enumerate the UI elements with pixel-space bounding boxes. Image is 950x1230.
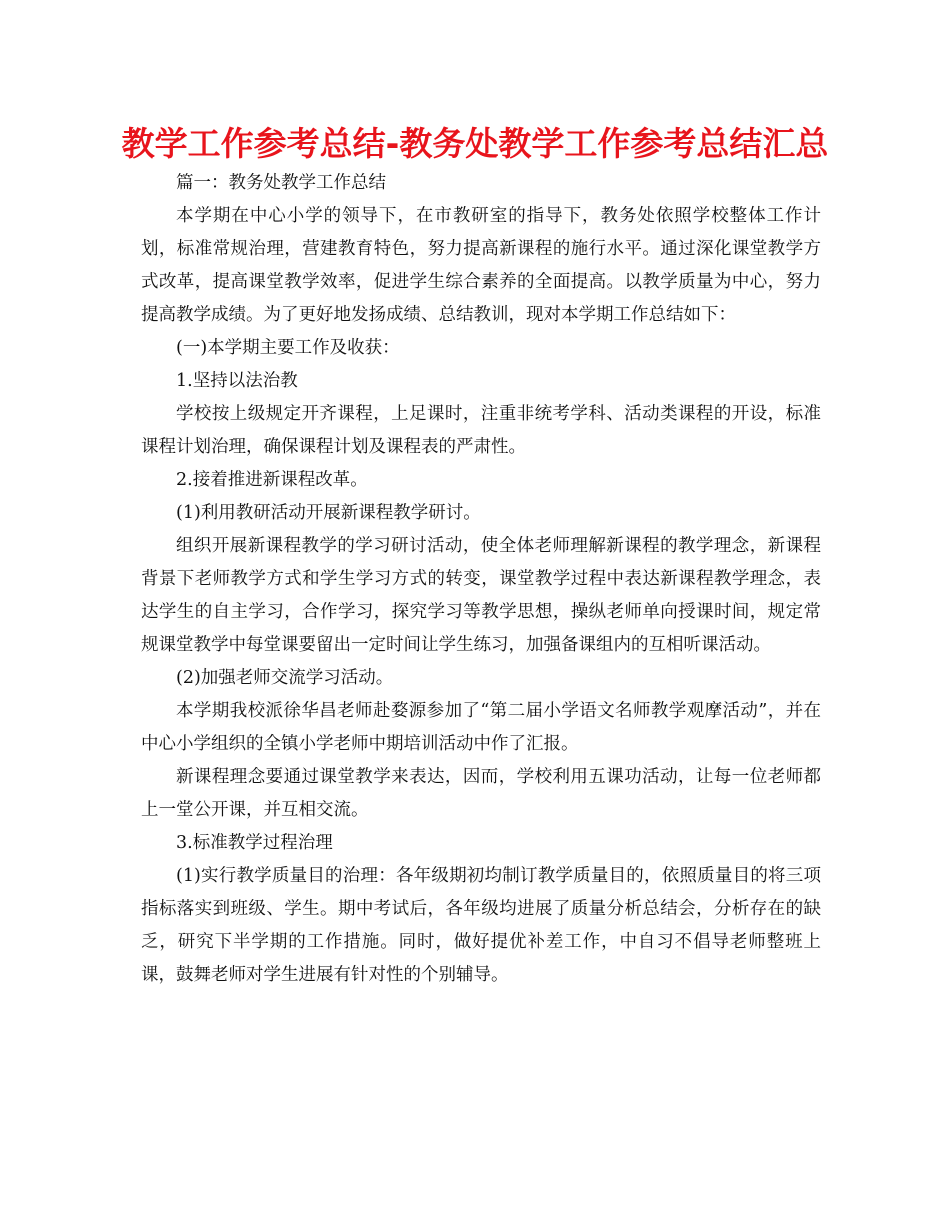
paragraph: 3.标准教学过程治理 <box>176 833 333 853</box>
paragraph: (2)加强老师交流学习活动。 <box>176 668 394 688</box>
paragraph: 本学期我校派徐华昌老师赴婺源参加了“第二届小学语文名师教学观摩活动”，并在中心小学组织的全镇小学老师中期培训活动中作了汇报。 <box>141 701 821 754</box>
paragraph: 学校按上级规定开齐课程，上足课时，注重非统考学科、活动类课程的开设，标准课程计划治理，确保课程计划及课程表的严肃性。 <box>141 404 821 457</box>
page-title: 教学工作参考总结-教务处教学工作参考总结汇总 <box>121 124 829 163</box>
paragraph: 篇一：教务处教学工作总结 <box>176 173 386 193</box>
paragraph: 本学期在中心小学的领导下，在市教研室的指导下，教务处依照学校整体工作计划，标准常规治理，营建教育特色，努力提高新课程的施行水平。通过深化课堂教学方式改革，提高课堂教学效率，促进学生综合素养的全面提高。以教学质量为中心，努力提高教学成绩。为了更好地发扬成绩、总结教训，现对本学期工作总结如下： <box>141 206 821 325</box>
document-body <box>141 167 821 992</box>
paragraph: (1)实行教学质量目的治理：各年级期初均制订教学质量目的，依照质量目的将三项指标落实到班级、学生。期中考试后，各年级均进展了质量分析总结会，分析存在的缺乏，研究下半学期的工作措施。同时，做好提优补差工作，中自习不倡导老师整班上课，鼓舞老师对学生进展有针对性的个别辅导。 <box>141 866 821 985</box>
paragraph: 1.坚持以法治教 <box>176 371 298 391</box>
paragraph: (1)利用教研活动开展新课程教学研讨。 <box>176 503 481 523</box>
paragraph: (一)本学期主要工作及收获： <box>176 338 400 358</box>
paragraph: 组织开展新课程教学的学习研讨活动，使全体老师理解新课程的教学理念，新课程背景下老师教学方式和学生学习方式的转变，课堂教学过程中表达新课程教学理念，表达学生的自主学习，合作学习，探究学习等教学思想，操纵老师单向授课时间，规定常规课堂教学中每堂课要留出一定时间让学生练习，加强备课组内的互相听课活动。 <box>141 536 821 655</box>
paragraph: 新课程理念要通过课堂教学来表达，因而，学校利用五课功活动，让每一位老师都上一堂公开课，并互相交流。 <box>141 767 821 820</box>
paragraph: 2.接着推进新课程改革。 <box>176 470 368 490</box>
